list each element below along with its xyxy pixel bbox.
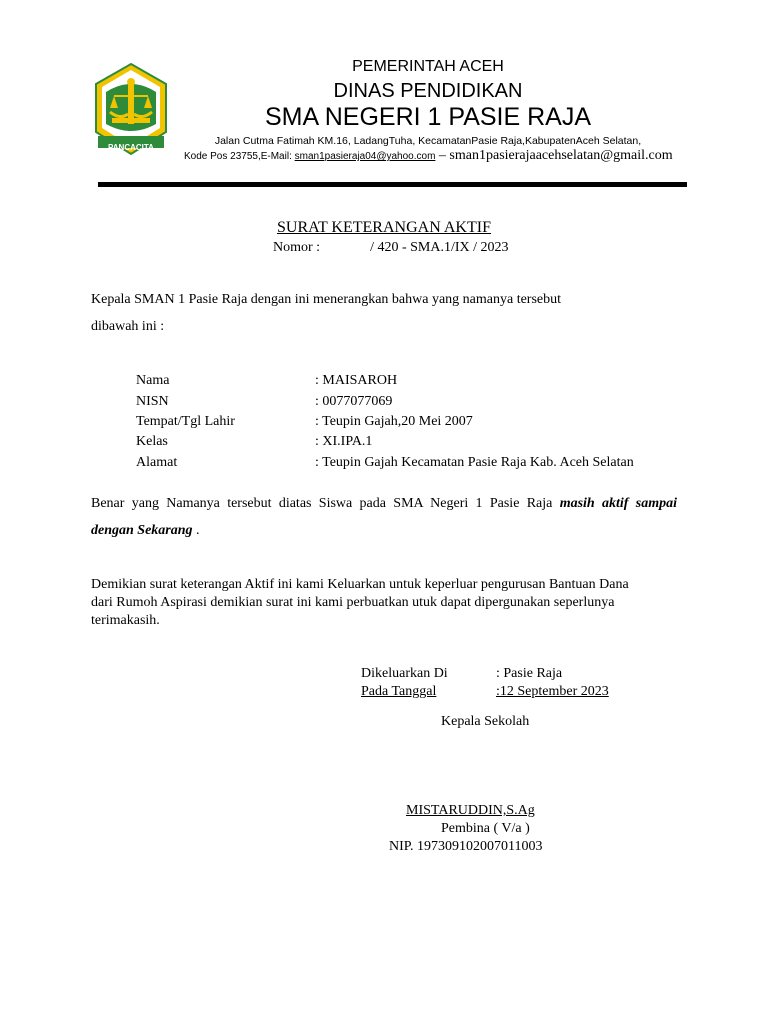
field-label-kelas: Kelas (136, 434, 168, 449)
email-link[interactable]: sman1pasieraja04@yahoo.com (294, 151, 436, 162)
email-alt: – sman1pasierajaacehselatan@gmail.com (435, 148, 673, 163)
closing-line-2: dari Rumoh Aspirasi demikian surat ini kami perbuatkan utuk dapat dipergunakan seperlunya (91, 595, 615, 610)
date-label: Pada Tanggal (361, 684, 437, 699)
closing-line-3: terimakasih. (91, 613, 160, 628)
statement-emphasis-2: dengan Sekarang (91, 523, 193, 538)
statement-line-1 (91, 496, 677, 512)
number-label: Nomor : (273, 240, 321, 255)
field-value-birth: : Teupin Gajah,20 Mei 2007 (315, 414, 473, 429)
signer-rank: Pembina ( V/a ) (441, 821, 530, 836)
issued-value: : Pasie Raja (496, 666, 563, 681)
date-value: :12 September 2023 (496, 684, 609, 699)
field-value-nama: : MAISAROH (315, 373, 398, 388)
field-label-birth: Tempat/Tgl Lahir (136, 414, 235, 429)
header-government: PEMERINTAH ACEH (352, 58, 504, 75)
field-value-nisn: : 0077077069 (315, 394, 393, 409)
intro-line-1: Kepala SMAN 1 Pasie Raja dengan ini menerangkan bahwa yang namanya tersebut (91, 292, 562, 307)
header-school-name: SMA NEGERI 1 PASIE RAJA (264, 103, 592, 131)
signer-nip: NIP. 197309102007011003 (389, 839, 543, 854)
statement-line-2 (91, 523, 200, 539)
document-title: SURAT KETERANGAN AKTIF (277, 219, 491, 236)
field-label-nisn: NISN (136, 394, 169, 409)
logo-label: PANCACITA (108, 143, 154, 152)
statement-emphasis-1: masih aktif sampai (559, 496, 677, 511)
issued-label: Dikeluarkan Di (361, 666, 448, 681)
signer-position: Kepala Sekolah (441, 714, 530, 729)
field-value-kelas: : XI.IPA.1 (315, 434, 373, 449)
statement-text: Benar yang Namanya tersebut diatas Siswa pada SMA Negeri 1 Pasie Raja (91, 496, 560, 511)
intro-line-2: dibawah ini : (91, 319, 165, 334)
header-department: DINAS PENDIDIKAN (333, 80, 523, 102)
postal-code: Kode Pos 23755,E-Mail: (184, 151, 295, 162)
document-number (273, 240, 509, 256)
signer-name: MISTARUDDIN,S.Ag (406, 803, 535, 818)
closing-line-1: Demikian surat keterangan Aktif ini kami Keluarkan untuk keperluar pengurusan Bantuan Dana (91, 577, 629, 592)
field-value-alamat: : Teupin Gajah Kecamatan Pasie Raja Kab. Aceh Selatan (315, 455, 634, 470)
number-value: / 420 - SMA.1/IX / 2023 (370, 240, 509, 255)
field-label-alamat: Alamat (136, 455, 178, 470)
statement-end: . (192, 523, 200, 538)
header-divider (98, 182, 687, 187)
header-address: Jalan Cutma Fatimah KM.16, LadangTuha, KecamatanPasie Raja,KabupatenAceh Selatan, (214, 135, 642, 147)
field-label-nama: Nama (136, 373, 170, 388)
header-contact (184, 148, 673, 164)
